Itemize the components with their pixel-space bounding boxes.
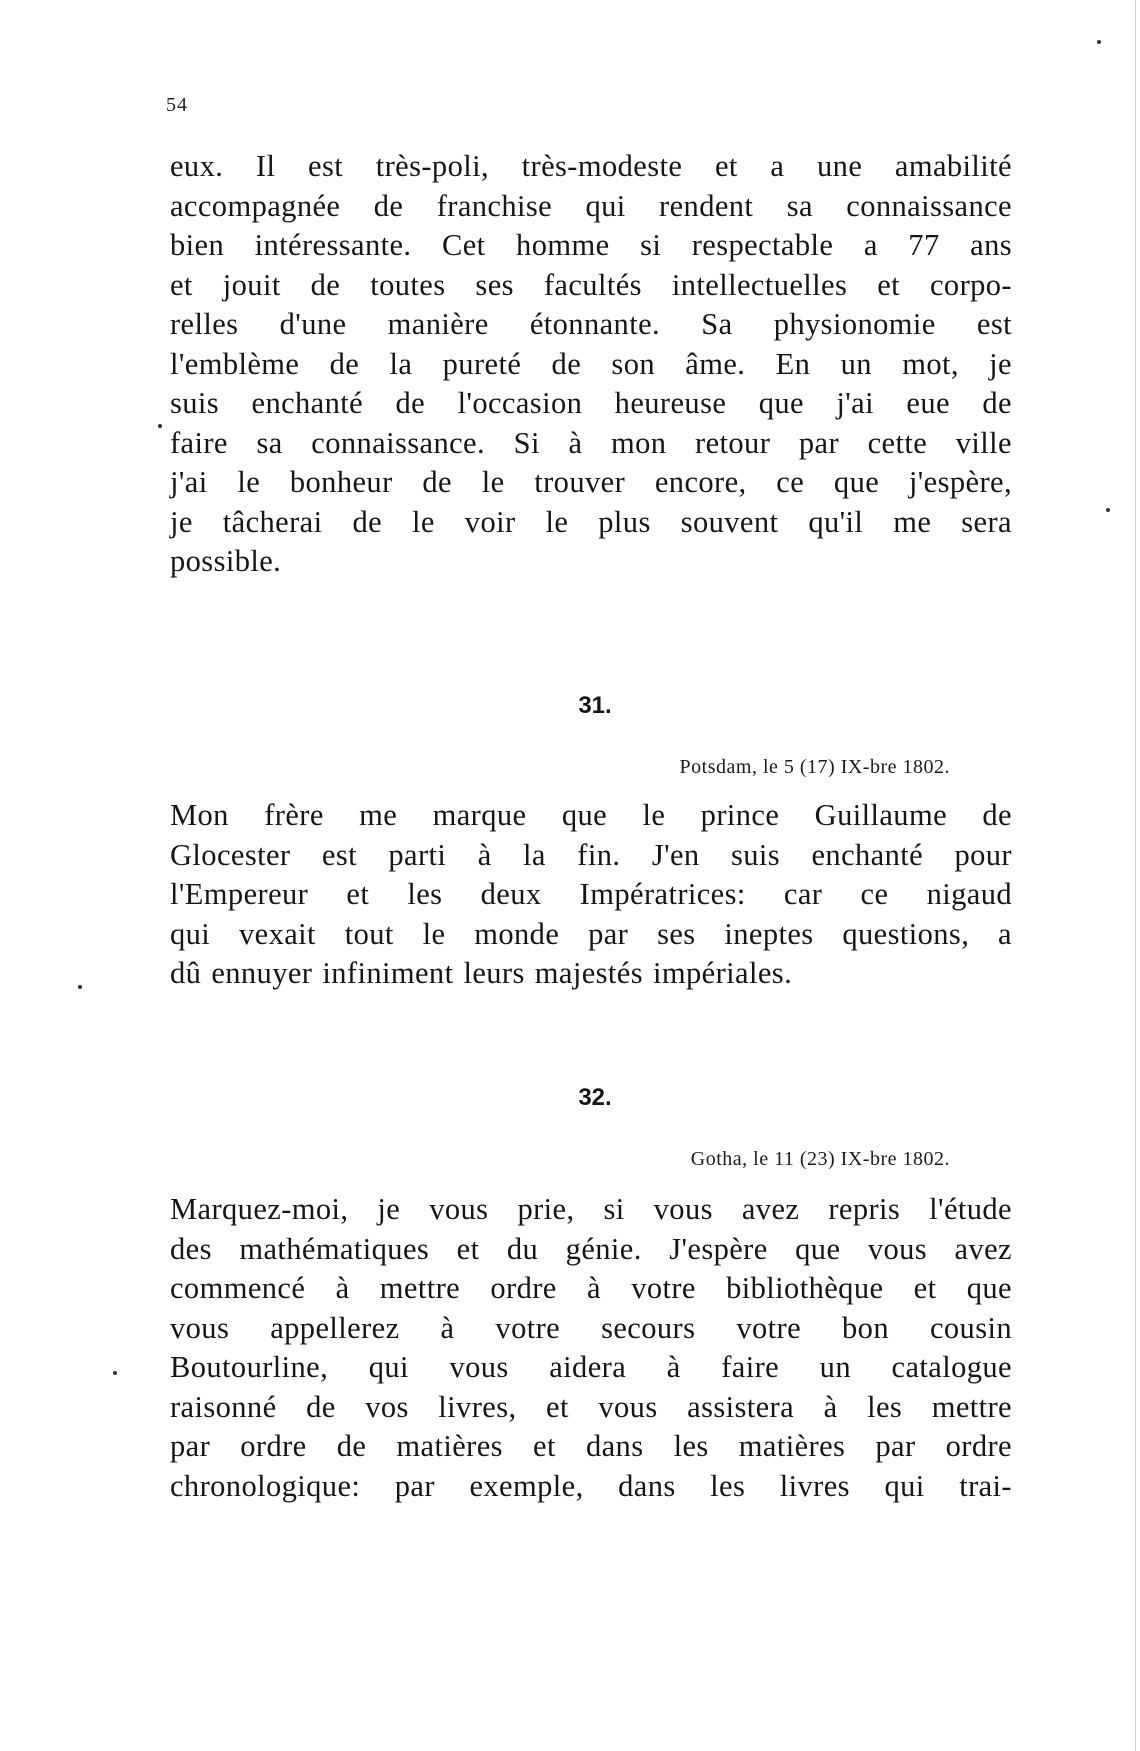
continuation-paragraph [170,147,1012,582]
letter-paragraph [170,1190,1012,1506]
page-number: 54 [166,94,188,116]
text-line: chronologique: par exemple, dans les livres qui trai- [170,1468,1012,1503]
text-line: Boutourline, qui vous aidera à faire un catalogue [170,1350,1012,1384]
text-line: commencé à mettre ordre à votre bibliothèque et que [170,1271,1012,1305]
scan-speck [158,424,162,428]
text-line: j'ai le bonheur de le trouver encore, ce que j'espère, [170,465,1012,499]
text-line: faire sa connaissance. Si à mon retour par cette ville [170,425,1012,460]
text-line: l'emblème de la pureté de son âme. En un mot, je [170,346,1012,381]
text-line: possible. [170,544,282,578]
text-line: vous appellerez à votre secours votre bon cousin [170,1310,1012,1345]
text-line: accompagnée de franchise qui rendent sa connaissance [170,188,1012,223]
scan-speck [113,1371,117,1375]
text-line: Mon frère me marque que le prince Guillaume de [170,798,1012,832]
text-line: suis enchanté de l'occasion heureuse que j'ai eue de [170,386,1012,420]
scan-speck [1097,40,1101,44]
text-line: relles d'une manière étonnante. Sa physionomie est [170,307,1012,341]
text-line: des mathématiques et du génie. J'espère que vous avez [170,1231,1012,1266]
page-edge-rule [1135,0,1136,1751]
text-line: je tâcherai de le voir le plus souvent qu'il me sera [170,504,1012,539]
scan-speck [78,985,82,989]
letter-dateline: Gotha, le 11 (23) IX-bre 1802. [690,1148,950,1170]
text-line: eux. Il est très-poli, très-modeste et a une amabilité [170,149,1012,183]
letter-number: 32. [578,1084,612,1111]
text-line: par ordre de matières et dans les matières par ordre [170,1429,1012,1463]
letter-dateline: Potsdam, le 5 (17) IX-bre 1802. [679,756,950,778]
text-line: raisonné de vos livres, et vous assistera à les mettre [170,1389,1012,1424]
text-line: l'Empereur et les deux Impératrices: car ce nigaud [170,877,1012,911]
text-line: dû ennuyer infiniment leurs majestés impériales. [170,956,793,990]
text-line: et jouit de toutes ses facultés intellectuelles et corpo- [170,267,1012,302]
text-line: Glocester est parti à la fin. J'en suis enchanté pour [170,837,1012,872]
text-line: Marquez-moi, je vous prie, si vous avez repris l'étude [170,1192,1012,1226]
text-line: bien intéressante. Cet homme si respectable a 77 ans [170,228,1012,262]
letter-paragraph [170,796,1012,994]
scan-speck [1106,508,1110,512]
text-line: qui vexait tout le monde par ses ineptes questions, a [170,916,1012,951]
letter-number: 31. [578,692,612,719]
